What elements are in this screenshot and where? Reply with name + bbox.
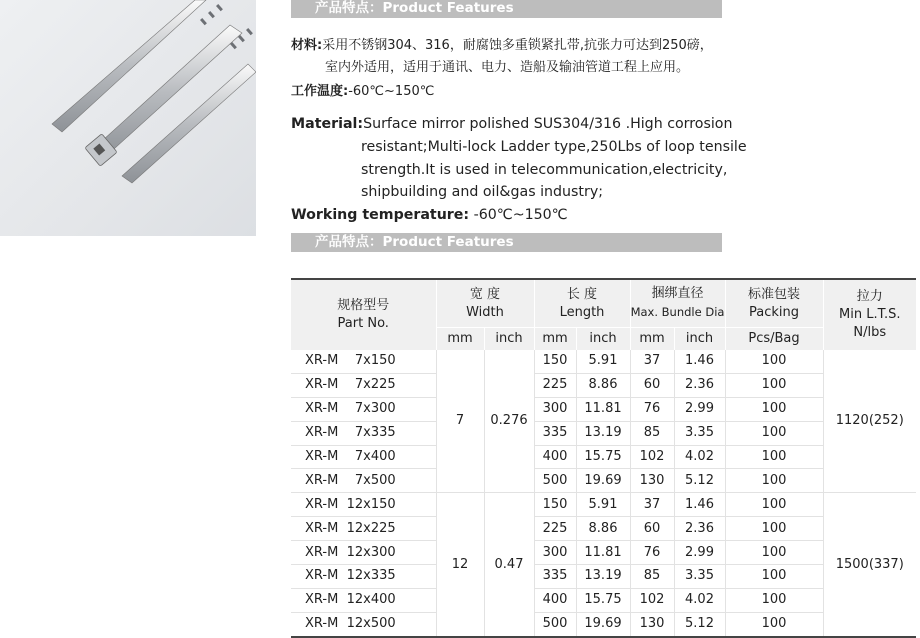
length-mm: 400	[534, 588, 576, 612]
bundle-mm: 130	[630, 469, 674, 493]
part-no: XR-M 7x335	[291, 421, 436, 445]
table-row	[291, 493, 916, 517]
bundle-inch: 1.46	[674, 493, 725, 517]
bundle-mm: 85	[630, 421, 674, 445]
width-inch: 0.276	[484, 350, 534, 493]
bundle-mm: 102	[630, 588, 674, 612]
cn-temp-value: -60℃~150℃	[348, 84, 435, 99]
table-row	[291, 445, 916, 469]
header-width-mm: mm	[436, 328, 484, 351]
length-mm: 150	[534, 493, 576, 517]
en-material-line2: resistant;Multi-lock Ladder type,250Lbs of loop tensile	[361, 138, 747, 155]
bundle-inch: 1.46	[674, 350, 725, 373]
bundle-mm: 60	[630, 517, 674, 541]
section-title: 产品特点：Product Features	[315, 0, 514, 16]
part-no: XR-M 7x225	[291, 373, 436, 397]
bundle-mm: 76	[630, 541, 674, 565]
packing: 100	[725, 445, 823, 469]
header-length-mm: mm	[534, 328, 576, 351]
header-pcs: Pcs/Bag	[725, 328, 823, 351]
en-material-line1: Surface mirror polished SUS304/316 .High corrosion	[363, 116, 733, 132]
length-mm: 225	[534, 373, 576, 397]
table-row	[291, 397, 916, 421]
table-row	[291, 565, 916, 589]
header-packing: 标准包装 Packing	[725, 279, 823, 328]
length-mm: 225	[534, 517, 576, 541]
bundle-inch: 2.36	[674, 373, 725, 397]
length-inch: 19.69	[576, 469, 630, 493]
length-mm: 335	[534, 421, 576, 445]
header-width-inch: inch	[484, 328, 534, 351]
lts: 1120(252)	[823, 350, 916, 493]
bundle-mm: 102	[630, 445, 674, 469]
length-mm: 300	[534, 397, 576, 421]
length-inch: 11.81	[576, 541, 630, 565]
section-title-bar-2	[291, 233, 722, 252]
table-row	[291, 541, 916, 565]
bundle-mm: 130	[630, 612, 674, 636]
en-material-line4: shipbuilding and oil&gas industry;	[361, 184, 603, 201]
section-title-bar	[291, 0, 722, 18]
part-no: XR-M 7x500	[291, 469, 436, 493]
cn-temp-label: 工作温度:	[291, 84, 349, 99]
bundle-inch: 5.12	[674, 469, 725, 493]
length-inch: 5.91	[576, 350, 630, 373]
header-bundle: 捆绑直径 Max. Bundle Dia	[630, 279, 725, 328]
bundle-inch: 5.12	[674, 612, 725, 636]
packing: 100	[725, 588, 823, 612]
width-mm: 7	[436, 350, 484, 493]
table-row	[291, 469, 916, 493]
cable-tie-image	[0, 0, 256, 236]
length-inch: 13.19	[576, 565, 630, 589]
section-title-2: 产品特点：Product Features	[315, 234, 514, 250]
table-row	[291, 421, 916, 445]
length-inch: 5.91	[576, 493, 630, 517]
header-length: 长 度 Length	[534, 279, 630, 328]
table-row	[291, 350, 916, 373]
product-photo	[0, 0, 256, 236]
part-no: XR-M 7x300	[291, 397, 436, 421]
bundle-inch: 3.35	[674, 421, 725, 445]
cn-material-line1: 采用不锈钢304、316，耐腐蚀多重锁紧扎带,抗张力可达到250磅，	[322, 38, 713, 53]
cn-temp	[291, 81, 434, 103]
lts: 1500(337)	[823, 493, 916, 637]
en-material-label: Material:	[291, 116, 364, 132]
length-mm: 300	[534, 541, 576, 565]
bundle-inch: 3.35	[674, 565, 725, 589]
bundle-mm: 85	[630, 565, 674, 589]
length-mm: 400	[534, 445, 576, 469]
packing: 100	[725, 373, 823, 397]
table-row	[291, 373, 916, 397]
length-inch: 8.86	[576, 373, 630, 397]
table-row	[291, 517, 916, 541]
part-no: XR-M 12x335	[291, 565, 436, 589]
length-inch: 13.19	[576, 421, 630, 445]
header-lts: 拉力 Min L.T.S. N/lbs	[823, 279, 916, 350]
header-bundle-mm: mm	[630, 328, 674, 351]
packing: 100	[725, 612, 823, 636]
part-no: XR-M 12x500	[291, 612, 436, 636]
length-inch: 15.75	[576, 588, 630, 612]
length-inch: 8.86	[576, 517, 630, 541]
packing: 100	[725, 517, 823, 541]
header-part: 规格型号 Part No.	[291, 279, 436, 350]
length-inch: 19.69	[576, 612, 630, 636]
bundle-mm: 76	[630, 397, 674, 421]
width-mm: 12	[436, 493, 484, 637]
header-length-inch: inch	[576, 328, 630, 351]
packing: 100	[725, 469, 823, 493]
length-mm: 335	[534, 565, 576, 589]
part-no: XR-M 12x400	[291, 588, 436, 612]
length-mm: 500	[534, 469, 576, 493]
header-bundle-inch: inch	[674, 328, 725, 351]
bundle-mm: 37	[630, 493, 674, 517]
width-inch: 0.47	[484, 493, 534, 637]
spec-table-wrap	[291, 278, 916, 632]
packing: 100	[725, 350, 823, 373]
part-no: XR-M 12x225	[291, 517, 436, 541]
part-no: XR-M 12x150	[291, 493, 436, 517]
bundle-inch: 2.99	[674, 541, 725, 565]
part-no: XR-M 7x150	[291, 350, 436, 373]
packing: 100	[725, 565, 823, 589]
bundle-inch: 2.99	[674, 397, 725, 421]
part-no: XR-M 7x400	[291, 445, 436, 469]
packing: 100	[725, 397, 823, 421]
table-row	[291, 612, 916, 636]
part-no: XR-M 12x300	[291, 541, 436, 565]
bundle-inch: 2.36	[674, 517, 725, 541]
bundle-inch: 4.02	[674, 445, 725, 469]
packing: 100	[725, 541, 823, 565]
cn-material	[291, 35, 713, 79]
length-inch: 15.75	[576, 445, 630, 469]
bundle-inch: 4.02	[674, 588, 725, 612]
en-material-line3: strength.It is used in telecommunication,electricity,	[361, 161, 728, 178]
cn-material-label: 材料:	[291, 38, 323, 53]
spec-table	[291, 278, 916, 638]
bundle-mm: 37	[630, 350, 674, 373]
packing: 100	[725, 493, 823, 517]
packing: 100	[725, 421, 823, 445]
length-mm: 150	[534, 350, 576, 373]
length-mm: 500	[534, 612, 576, 636]
header-width: 宽 度 Width	[436, 279, 534, 328]
length-inch: 11.81	[576, 397, 630, 421]
bundle-mm: 60	[630, 373, 674, 397]
table-row	[291, 588, 916, 612]
en-material	[291, 113, 747, 227]
en-temp-label: Working temperature:	[291, 207, 470, 224]
cn-material-line2: 室内外适用，适用于通讯、电力、造船及输油管道工程上应用。	[325, 60, 690, 75]
en-temp-value: -60℃~150℃	[469, 207, 568, 224]
